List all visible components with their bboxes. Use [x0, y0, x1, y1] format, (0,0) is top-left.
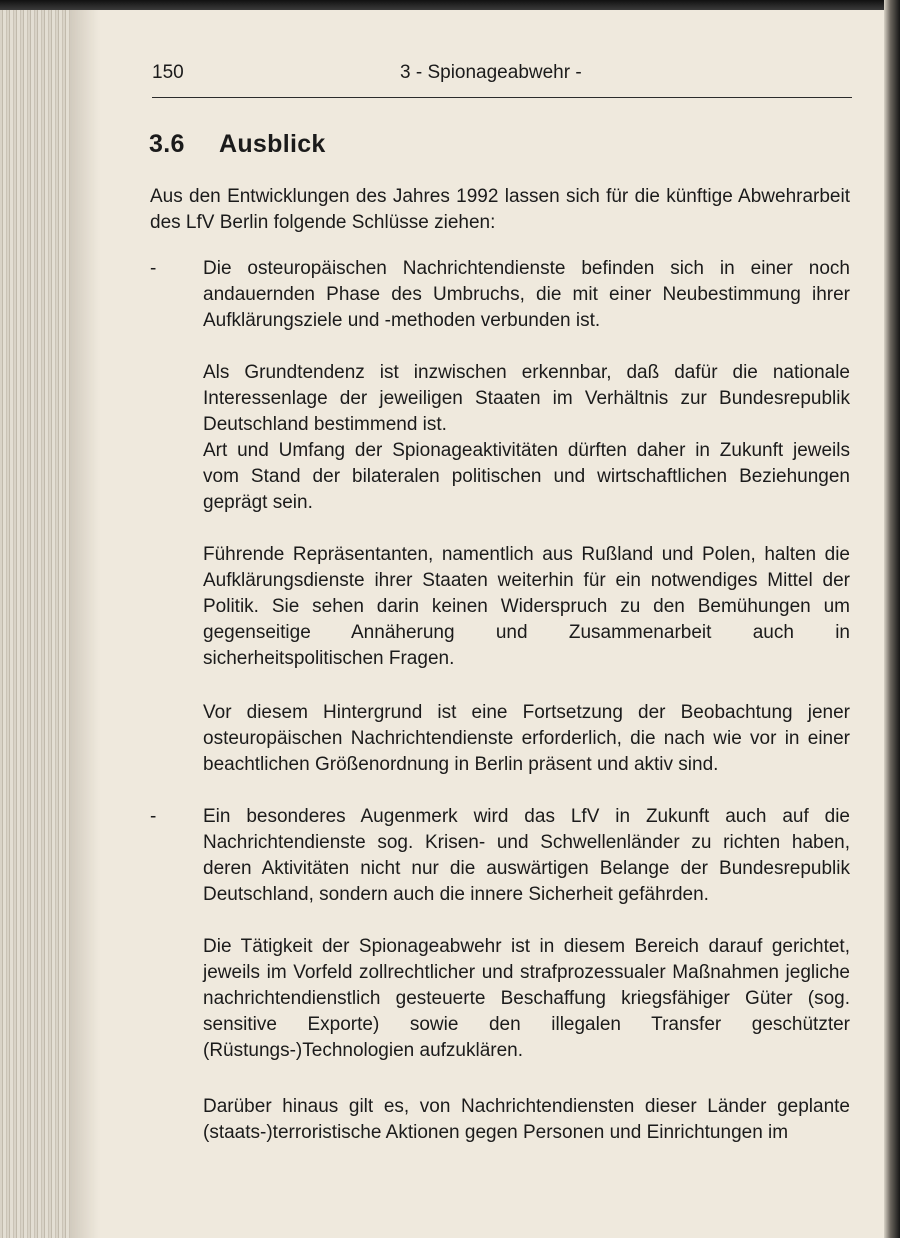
running-title: 3 - Spionageabwehr - — [400, 62, 582, 83]
body-paragraph: Als Grundtendenz ist inzwischen erkennbar, daß dafür die nationale Interessenlage der jeweiligen Staaten im Verhältnis zur Bundesrepublik Deutschland bestimmend ist. — [203, 362, 850, 435]
section-number: 3.6 — [149, 130, 185, 158]
body-paragraph: Darüber hinaus gilt es, von Nachrichtendiensten dieser Länder geplante (staats-)terroristische Aktionen gegen Personen und Einrichtungen im — [203, 1096, 850, 1143]
bullet-dash: - — [150, 258, 157, 279]
section-title: Ausblick — [219, 130, 326, 158]
page-header — [152, 62, 852, 88]
bullet-dash: - — [150, 806, 157, 827]
section-heading — [149, 130, 326, 159]
bullet-text: Ein besonderes Augenmerk wird das LfV in Zukunft auch auf die Nachrichtendienste sog. Krisen- und Schwellenländer zu richten haben, deren Aktivitäten nicht nur die auswärtigen Belange der Bundesrepublik Deutschland, sondern auch die innere Sicherheit gefährden. — [203, 806, 850, 905]
bullet-text: Die osteuropäischen Nachrichtendienste befinden sich in einer noch andauernden Phase des Umbruchs, die mit einer Neubestimmung ihrer Aufklärungsziele und -methoden verbunden ist. — [203, 258, 850, 331]
body-paragraph: Die Tätigkeit der Spionageabwehr ist in diesem Bereich darauf gerichtet, jeweils im Vorfeld zollrechtlicher und strafprozessualer Maßnahmen jegliche nachrichtendienstlich gesteuerte Beschaffung kriegsfähiger Güter (sog. sensitive Exporte) sowie den illegalen Transfer geschützter (Rüstungs-)Technologien aufzuklären. — [203, 936, 850, 1061]
page-number: 150 — [152, 62, 184, 83]
body-paragraph: Führende Repräsentanten, namentlich aus Rußland und Polen, halten die Aufklärungsdienste ihrer Staaten weiterhin für ein notwendiges Mittel der Politik. Sie sehen darin keinen Widerspruch zu den Bemühungen um gegenseitige Annäherung und Zusammenarbeit auch in sicherheitspolitischen Fragen. — [203, 544, 850, 669]
body-paragraph: Vor diesem Hintergrund ist eine Fortsetzung der Beobachtung jener osteuropäischen Nachrichtendienste erforderlich, die nach wie vor in einer beachtlichen Größenordnung in Berlin präsent und aktiv sind. — [203, 702, 850, 775]
body-paragraph: Art und Umfang der Spionageaktivitäten dürften daher in Zukunft jeweils vom Stand der bilateralen politischen und wirtschaftlichen Beziehungen geprägt sein. — [203, 440, 850, 513]
intro-paragraph: Aus den Entwicklungen des Jahres 1992 lassen sich für die künftige Abwehrarbeit des LfV Berlin folgende Schlüsse ziehen: — [150, 186, 850, 233]
header-rule — [152, 97, 852, 98]
